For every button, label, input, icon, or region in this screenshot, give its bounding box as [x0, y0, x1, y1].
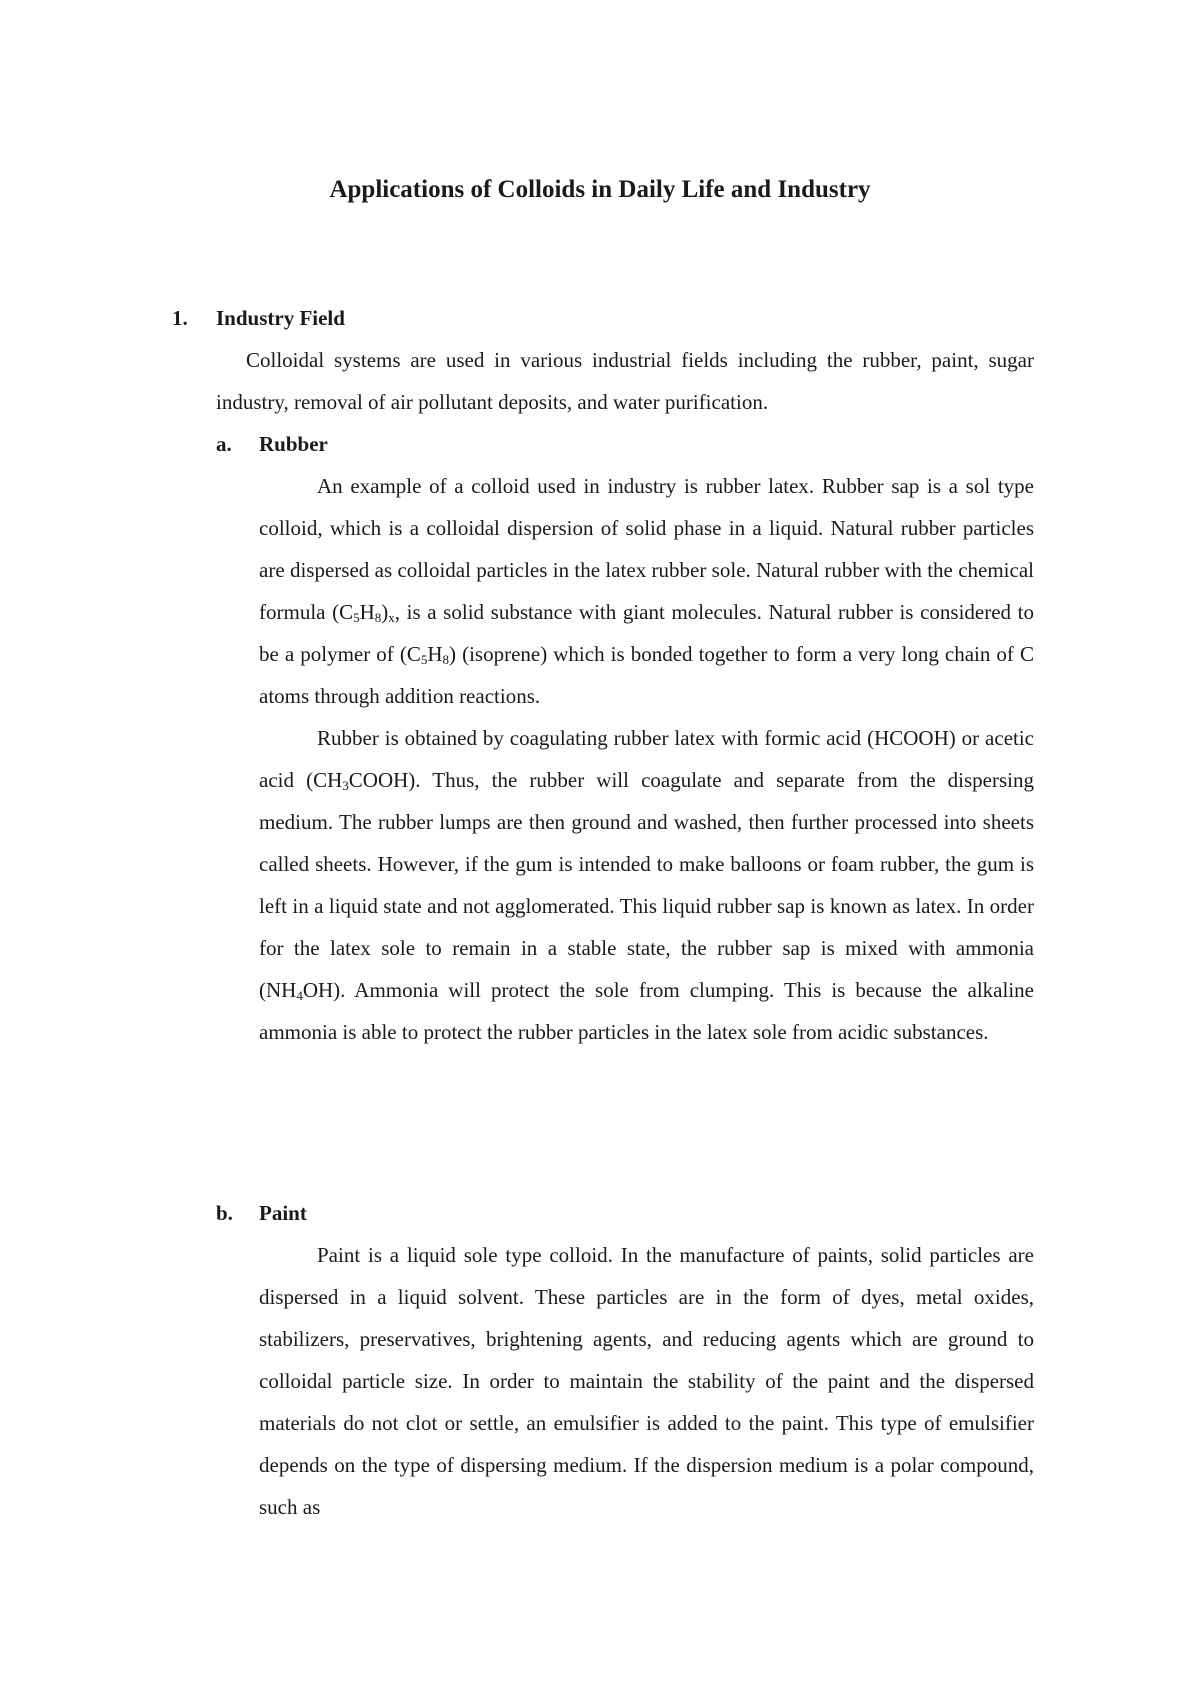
rubber-p1-text-a: An example of a colloid used in industry is rubber latex. Rubber sap is a sol type colloid, which is a colloidal dispersion of solid phase in a liquid. Natural rubber particles are dispersed as colloidal particles in the latex rubber sole. Natural rubber with the chemical formula (C — [259, 474, 1034, 624]
rubber-p1-sub-3: x — [388, 610, 395, 625]
rubber-p1-text-d: , is a solid substance with giant molecules. Natural rubber is considered to be a polymer of (C — [259, 600, 1034, 666]
rubber-p2-text-b: COOH). Thus, the rubber will coagulate and separate from the dispersing medium. The rubber lumps are then ground and washed, then further processed into sheets called sheets. However, if the gum is intended to make balloons or foam rubber, the gum is left in a liquid state and not agglomerated. This liquid rubber sap is known as latex. In order for the latex sole to remain in a stable state, the rubber sap is mixed with ammonia (NH — [259, 768, 1034, 1002]
section-1-intro — [216, 339, 1034, 423]
subsection-rubber-body — [259, 465, 1034, 1053]
rubber-p2-text-a: Rubber is obtained by coagulating rubber latex with formic acid (HCOOH) or acetic acid (CH — [259, 726, 1034, 792]
section-1-title: Industry Field — [216, 306, 345, 330]
subsection-paint-title: Paint — [259, 1201, 307, 1225]
subsection-paint-heading — [216, 1192, 307, 1234]
section-1-heading — [172, 297, 345, 339]
rubber-paragraph-1 — [259, 465, 1034, 717]
subsection-rubber-heading — [216, 423, 328, 465]
rubber-p1-text-b: H — [359, 600, 375, 624]
rubber-paragraph-2 — [259, 717, 1034, 1053]
rubber-p2-sub-1: 3 — [342, 778, 349, 793]
document-title: Applications of Colloids in Daily Life and Industry — [329, 176, 871, 203]
subsection-rubber-title: Rubber — [259, 432, 328, 456]
rubber-p2-sub-2: 4 — [296, 988, 303, 1003]
rubber-p1-sub-4: 5 — [420, 652, 428, 667]
subsection-rubber-marker: a. — [216, 432, 232, 456]
section-1-number: 1. — [172, 306, 188, 330]
section-1-intro-paragraph: Colloidal systems are used in various industrial fields including the rubber, paint, sugar industry, removal of air pollutant deposits, and water purification. — [216, 348, 1034, 414]
rubber-p2-text-c: OH). Ammonia will protect the sole from clumping. This is because the alkaline ammonia is able to protect the rubber particles in the latex sole from acidic substances. — [259, 978, 1034, 1044]
rubber-p1-sub-1: 5 — [353, 610, 360, 625]
paint-paragraph-1: Paint is a liquid sole type colloid. In the manufacture of paints, solid particles are dispersed in a liquid solvent. These particles are in the form of dyes, metal oxides, stabilizers, preservatives, brightening agents, and reducing agents which are ground to colloidal particle size. In order to maintain the stability of the paint and the dispersed materials do not clot or settle, an emulsifier is added to the paint. This type of emulsifier depends on the type of dispersing medium. If the dispersion medium is a polar compound, such as — [259, 1243, 1034, 1519]
rubber-p1-sub-5: 8 — [442, 652, 450, 667]
rubber-p1-sub-2: 8 — [374, 610, 382, 625]
rubber-p1-text-e: H — [427, 642, 443, 666]
rubber-p1-text-c: ) — [381, 600, 389, 624]
subsection-paint-marker: b. — [216, 1201, 233, 1225]
rubber-p1-text-f: ) (isoprene) which is bonded together to form a very long chain of C atoms through addition reactions. — [259, 642, 1034, 708]
subsection-paint-body — [259, 1234, 1034, 1528]
